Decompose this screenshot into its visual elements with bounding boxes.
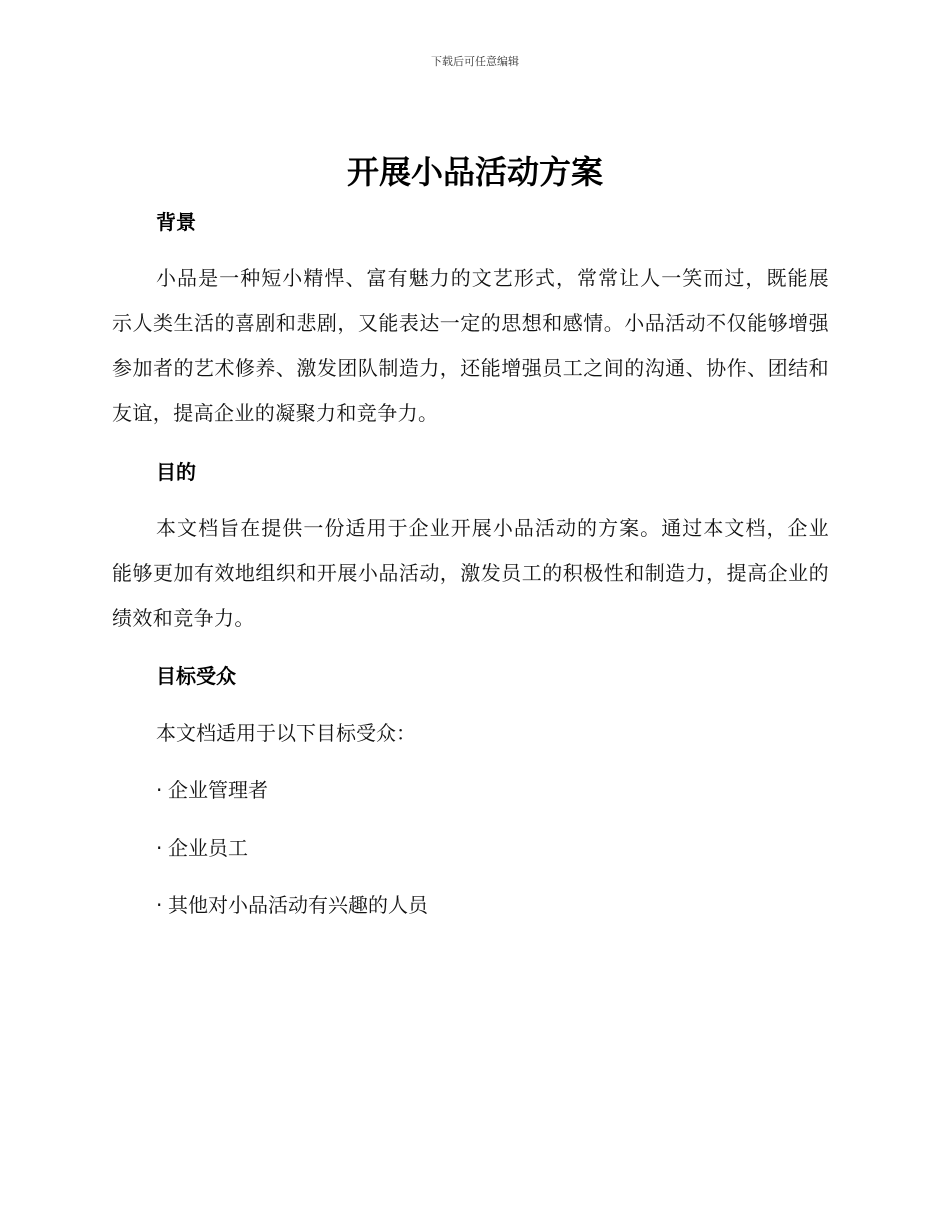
bullet-icon: · [156,893,163,917]
page-title: 开展小品活动方案 [346,153,603,191]
list-item [156,834,248,862]
section-text-background: 小品是一种短小精悍、富有魅力的文艺形式，常常让人一笑而过，既能展示人类生活的喜剧和悲剧，又能表达一定的思想和感情。小品活动不仅能够增强参加者的艺术修养、激发团队制造力，还能增强员工之间的沟通、协作、团结和友谊，提高企业的凝聚力和竞争力。 [112,266,829,425]
list-item-label: 其他对小品活动有兴趣的人员 [168,893,428,917]
section-heading-purpose: 目的 [156,460,196,484]
header-note: 下载后可任意编辑 [431,55,519,68]
audience-intro: 本文档适用于以下目标受众： [156,721,416,745]
section-heading-background: 背景 [156,210,196,234]
section-heading-audience: 目标受众 [156,664,236,688]
bullet-icon: · [156,778,163,802]
list-item-label: 企业员工 [168,836,248,860]
list-item [156,891,428,919]
bullet-icon: · [156,836,163,860]
section-text-purpose: 本文档旨在提供一份适用于企业开展小品活动的方案。通过本文档，企业能够更加有效地组织和开展小品活动，激发员工的积极性和制造力，提高企业的绩效和竞争力。 [112,516,829,630]
list-item-label: 企业管理者 [168,778,268,802]
list-item [156,776,268,804]
